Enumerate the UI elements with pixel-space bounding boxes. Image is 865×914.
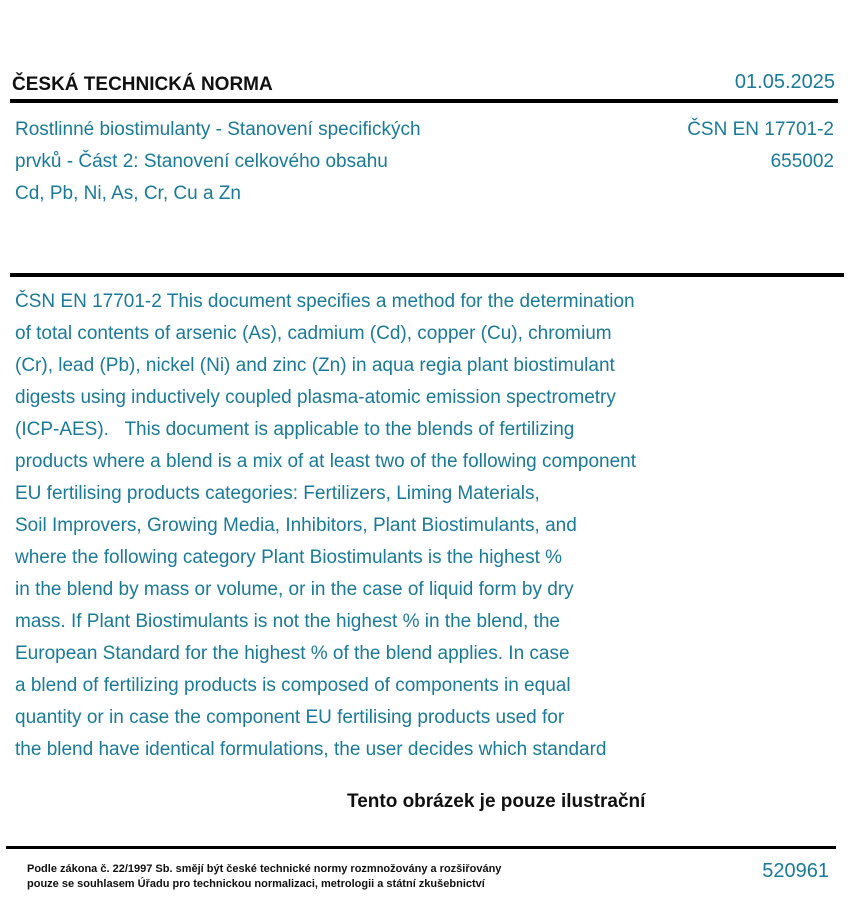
- abstract-line: mass. If Plant Biostimulants is not the highest % in the blend, the: [15, 611, 560, 632]
- abstract-line: where the following category Plant Biostimulants is the highest %: [15, 547, 563, 568]
- subject-divider: [10, 273, 844, 277]
- abstract-line: ČSN EN 17701-2 This document specifies a method for the determination: [15, 291, 635, 312]
- document-number: 520961: [762, 860, 829, 882]
- legal-line: Podle zákona č. 22/1997 Sb. smějí být české technické normy rozmnožovány a rozšiřovány: [27, 863, 502, 875]
- abstract-text: [15, 286, 795, 766]
- standard-code: ČSN EN 17701-2: [687, 119, 834, 140]
- abstract-line: a blend of fertilizing products is composed of components in equal: [15, 675, 571, 696]
- legal-line: pouze se souhlasem Úřadu pro technickou normalizaci, metrologii a státní zkušebnictví: [27, 878, 485, 890]
- abstract-line: of total contents of arsenic (As), cadmium (Cd), copper (Cu), chromium: [15, 323, 612, 344]
- subject-line: Cd, Pb, Ni, As, Cr, Cu a Zn: [15, 183, 241, 204]
- footer-divider: [6, 846, 836, 849]
- abstract-line: Soil Improvers, Growing Media, Inhibitors, Plant Biostimulants, and: [15, 515, 577, 536]
- abstract-line: European Standard for the highest % of the blend applies. In case: [15, 643, 570, 664]
- abstract-line: quantity or in case the component EU fertilising products used for: [15, 707, 565, 728]
- standard-subject: [15, 114, 535, 210]
- illustration-note: Tento obrázek je pouze ilustrační: [347, 791, 646, 812]
- abstract-line: digests using inductively coupled plasma-atomic emission spectrometry: [15, 387, 616, 408]
- class-code: 655002: [770, 151, 834, 172]
- subject-line: prvků - Část 2: Stanovení celkového obsahu: [15, 151, 388, 172]
- legal-notice: [27, 862, 501, 892]
- header-divider: [10, 99, 838, 103]
- norm-title: ČESKÁ TECHNICKÁ NORMA: [12, 74, 273, 95]
- abstract-line: (ICP-AES). This document is applicable to the blends of fertilizing: [15, 419, 575, 440]
- publication-date: 01.05.2025: [734, 71, 835, 93]
- abstract-line: in the blend by mass or volume, or in the case of liquid form by dry: [15, 579, 574, 600]
- abstract-line: the blend have identical formulations, the user decides which standard: [15, 739, 607, 760]
- abstract-line: EU fertilising products categories: Fertilizers, Liming Materials,: [15, 483, 540, 504]
- subject-line: Rostlinné biostimulanty - Stanovení specifických: [15, 119, 421, 140]
- abstract-line: (Cr), lead (Pb), nickel (Ni) and zinc (Zn) in aqua regia plant biostimulant: [15, 355, 615, 376]
- standard-codes: [687, 114, 834, 178]
- abstract-line: products where a blend is a mix of at least two of the following component: [15, 451, 637, 472]
